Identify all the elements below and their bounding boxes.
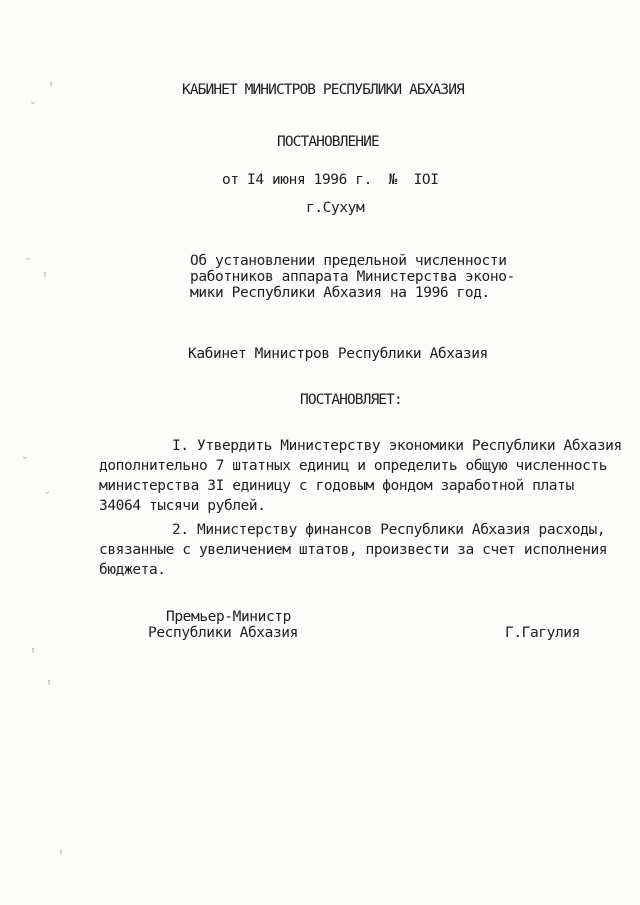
document-type-heading: ПОСТАНОВЛЕНИЕ: [277, 134, 379, 150]
signatory-title: Премьер-Министр: [166, 609, 291, 625]
scan-mark: ᵎ: [42, 271, 49, 282]
paragraph-line: министерства 3I единицу с годовым фондом заработной платы: [99, 478, 574, 494]
scan-mark: ᵎ: [58, 849, 65, 860]
issuer-line: Кабинет Министров Республики Абхазия: [188, 346, 488, 362]
paragraph-line: дополнительно 7 штатных единиц и определить общую численность: [99, 458, 608, 474]
scan-mark: ᵎ: [48, 81, 55, 92]
scan-mark: ᵕ: [44, 489, 51, 500]
paragraph-line: связанные с увеличением штатов, произвести за счет исполнения: [99, 542, 608, 558]
paragraph-line: 2. Министерству финансов Республики Абхазия расходы,: [172, 522, 606, 538]
signatory-title: Республики Абхазия: [148, 625, 298, 641]
scan-mark: ᵕ: [22, 454, 29, 465]
organization-heading: КАБИНЕТ МИНИСТРОВ РЕСПУБЛИКИ АБХАЗИЯ: [182, 82, 464, 98]
scan-mark: ᵕ: [30, 99, 37, 110]
scan-mark: ᵎ: [46, 679, 53, 690]
document-date-number: от I4 июня 1996 г. № IOI: [222, 172, 439, 188]
document-place: г.Сухум: [306, 200, 365, 216]
resolves-heading: ПОСТАНОВЛЯЕТ:: [300, 392, 402, 408]
paragraph-line: I. Утвердить Министерству экономики Республики Абхазия: [172, 438, 622, 454]
signatory-name: Г.Гагулия: [505, 625, 580, 641]
scan-mark: ᵕ: [25, 255, 32, 266]
subject-line: мики Республики Абхазия на 1996 год.: [190, 285, 490, 301]
subject-line: работников аппарата Министерства эконо-: [190, 269, 515, 285]
paragraph-line: бюджета.: [99, 562, 166, 578]
subject-line: Об установлении предельной численности: [190, 253, 507, 269]
scan-mark: ᵎ: [30, 647, 37, 658]
paragraph-line: 34064 тысячи рублей.: [99, 498, 266, 514]
